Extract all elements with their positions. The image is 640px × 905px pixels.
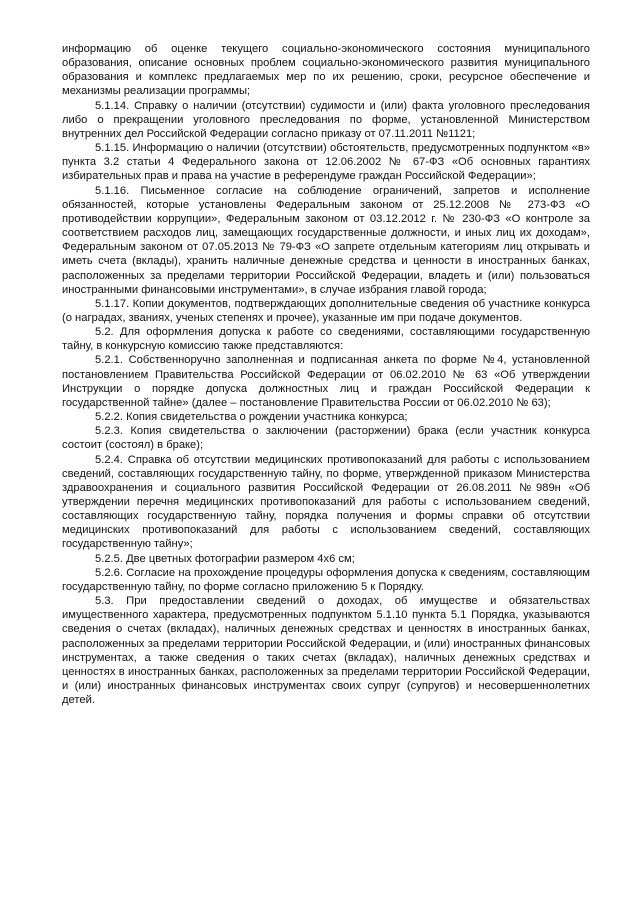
paragraph-5-2-3: 5.2.3. Копия свидетельства о заключении (расторжении) брака (если участник конкурса состоит (состоял) в браке); <box>62 425 590 452</box>
paragraph-5-2-1: 5.2.1. Собственноручно заполненная и подписанная анкета по форме №4, установленной постановлением Правительства Российской Федерации от 06.02.2010 № 63 «Об утверждении Инструкции о порядке допуска должностных лиц и граждан Российской Федерации к государственной тайне» (далее – постановление Правительства России от 06.02.2010 № 63); <box>62 354 590 409</box>
paragraph-5-2: 5.2. Для оформления допуска к работе со сведениями, составляющими государственную тайну, в конкурсную комиссию также представляются: <box>62 326 590 353</box>
paragraph-5-2-5: 5.2.5. Две цветных фотографии размером 4х6 см; <box>95 552 355 565</box>
paragraph-5-2-6: 5.2.6. Согласие на прохождение процедуры оформления допуска к сведениям, составляющим государственную тайну, по форме согласно приложению 5 к Порядку. <box>62 566 590 593</box>
paragraph-program-info: информацию об оценке текущего социально-экономического состояния муниципального образования, описание основных проблем социально-экономического развития муниципального образования и комплекс предлагаемых мер по их решению, сроки, ресурсное обеспечение и механизмы реализации программы; <box>62 43 590 98</box>
paragraph-5-1-15: 5.1.15. Информацию о наличии (отсутствии) обстоятельств, предусмотренных подпунктом «в» пункта 3.2 статьи 4 Федерального закона от 12.06.2002 № 67-ФЗ «Об основных гарантиях избирательных прав и права на участие в референдуме граждан Российской Федерации»; <box>62 142 590 183</box>
paragraph-5-3: 5.3. При предоставлении сведений о доходах, об имуществе и обязательствах имущественного характера, предусмотренных подпунктом 5.1.10 пункта 5.1 Порядка, указываются сведения о счетах (вкладах), наличных денежных средствах и ценностях в иностранных банках, расположенных за пределами территории Российской Федерации, и (или) иностранных финансовых инструментах, а также сведения о таких счетах (вкладах), наличных денежных средствах и ценностях в иностранных банках, расположенных за пределами территории Российской Федерации, и (или) иностранных финансовых инструментах своих супруг (супругов) и несовершеннолетних детей. <box>62 595 590 707</box>
paragraph-5-1-17: 5.1.17. Копии документов, подтверждающих дополнительные сведения об участнике конкурса (о наградах, званиях, ученых степенях и прочее), указанные им при подаче документов. <box>62 297 590 324</box>
paragraph-5-1-16: 5.1.16. Письменное согласие на соблюдение ограничений, запретов и исполнение обязанностей, которые установлены Федеральным законом от 25.12.2008 № 273-ФЗ «О противодействии коррупции», Федеральным законом от 03.12.2012 г. № 230-ФЗ «О контроле за соответствием расходов лиц, замещающих государственные должности, и иных лиц их доходам», Федеральным законом от 07.05.2013 № 79-ФЗ «О запрете отдельным категориям лиц открывать и иметь счета (вклады), хранить наличные денежные средства и ценности в иностранных банках, расположенных за пределами территории Российской Федерации, владеть и (или) пользоваться иностранными финансовыми инструментами», в случае избрания главой города; <box>62 184 590 296</box>
paragraph-5-2-2: 5.2.2. Копия свидетельства о рождении участника конкурса; <box>95 411 408 424</box>
paragraph-5-1-14: 5.1.14. Справку о наличии (отсутствии) судимости и (или) факта уголовного преследования либо о прекращении уголовного преследования по форме, установленной Министерством внутренних дел Российской Федерации согласно приказу от 07.11.2011 №1121; <box>62 99 590 140</box>
paragraph-5-2-4: 5.2.4. Справка об отсутствии медицинских противопоказаний для работы с использованием сведений, составляющих государственную тайну, по форме, утвержденной приказом Министерства здравоохранения и социального развития Российской Федерации от 26.08.2011 №989н «Об утверждении перечня медицинских противопоказаний для работы с использованием сведений, составляющих государственную тайну, порядка получения и формы справки об отсутствии медицинских противопоказаний для работы с использованием сведений, составляющих государственную тайну»; <box>62 453 590 551</box>
